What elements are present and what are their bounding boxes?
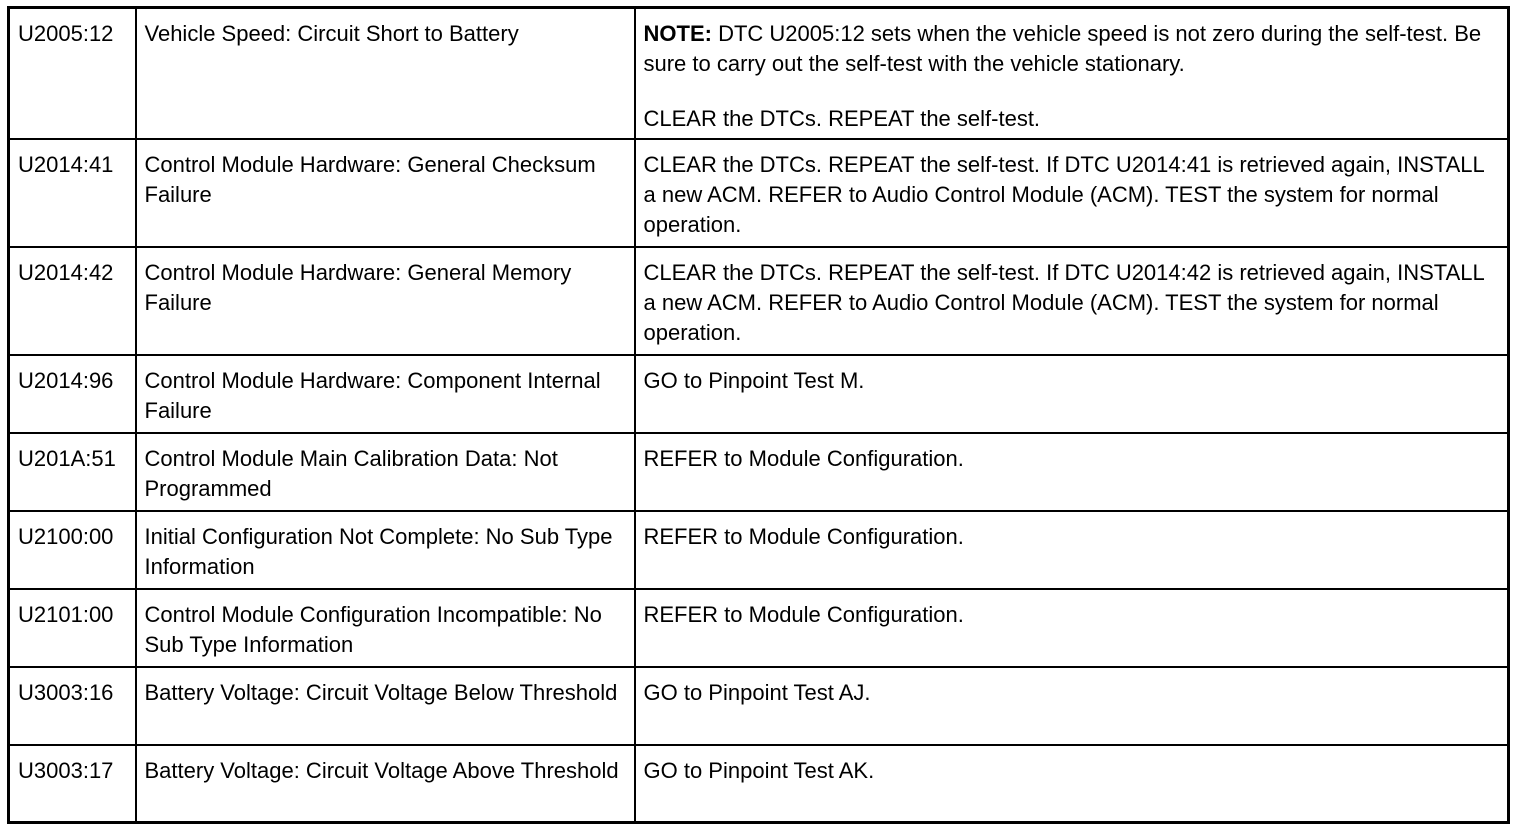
dtc-code: U2014:96 — [9, 355, 136, 433]
table-row — [9, 355, 1509, 433]
dtc-description: Control Module Hardware: General Checksum Failure — [136, 139, 635, 247]
table-row — [9, 667, 1509, 745]
note-paragraph — [644, 19, 1500, 79]
dtc-table — [7, 6, 1510, 824]
dtc-description: Control Module Configuration Incompatible: No Sub Type Information — [136, 589, 635, 667]
dtc-action — [635, 8, 1509, 139]
dtc-description: Control Module Hardware: General Memory Failure — [136, 247, 635, 355]
dtc-action: CLEAR the DTCs. REPEAT the self-test. If DTC U2014:42 is retrieved again, INSTALL a new ACM. REFER to Audio Control Module (ACM). TEST the system for normal operation. — [635, 247, 1509, 355]
dtc-code: U201A:51 — [9, 433, 136, 511]
dtc-description: Initial Configuration Not Complete: No Sub Type Information — [136, 511, 635, 589]
dtc-code: U2101:00 — [9, 589, 136, 667]
dtc-description: Battery Voltage: Circuit Voltage Below Threshold — [136, 667, 635, 745]
table-row — [9, 511, 1509, 589]
dtc-action: REFER to Module Configuration. — [635, 433, 1509, 511]
note-text: DTC U2005:12 sets when the vehicle speed is not zero during the self-test. Be sure to carry out the self-test with the vehicle stationary. — [643, 21, 1482, 76]
dtc-description: Control Module Main Calibration Data: Not Programmed — [136, 433, 635, 511]
dtc-code: U2014:42 — [9, 247, 136, 355]
table-row — [9, 247, 1509, 355]
dtc-code: U3003:17 — [9, 745, 136, 823]
dtc-action: REFER to Module Configuration. — [635, 589, 1509, 667]
dtc-code: U3003:16 — [9, 667, 136, 745]
note-label: NOTE: — [643, 21, 712, 46]
dtc-description: Vehicle Speed: Circuit Short to Battery — [136, 8, 635, 139]
table-row — [9, 745, 1509, 823]
table-row — [9, 139, 1509, 247]
dtc-code: U2005:12 — [9, 8, 136, 139]
dtc-code: U2100:00 — [9, 511, 136, 589]
dtc-description: Battery Voltage: Circuit Voltage Above Threshold — [136, 745, 635, 823]
dtc-description: Control Module Hardware: Component Internal Failure — [136, 355, 635, 433]
action-text: CLEAR the DTCs. REPEAT the self-test. — [643, 106, 1041, 131]
dtc-action: GO to Pinpoint Test M. — [635, 355, 1509, 433]
dtc-action: GO to Pinpoint Test AJ. — [635, 667, 1509, 745]
dtc-action: GO to Pinpoint Test AK. — [635, 745, 1509, 823]
dtc-action: CLEAR the DTCs. REPEAT the self-test. If DTC U2014:41 is retrieved again, INSTALL a new ACM. REFER to Audio Control Module (ACM). TEST the system for normal operation. — [635, 139, 1509, 247]
dtc-code: U2014:41 — [9, 139, 136, 247]
table-row — [9, 8, 1509, 139]
dtc-action: REFER to Module Configuration. — [635, 511, 1509, 589]
table-row — [9, 589, 1509, 667]
table-row — [9, 433, 1509, 511]
